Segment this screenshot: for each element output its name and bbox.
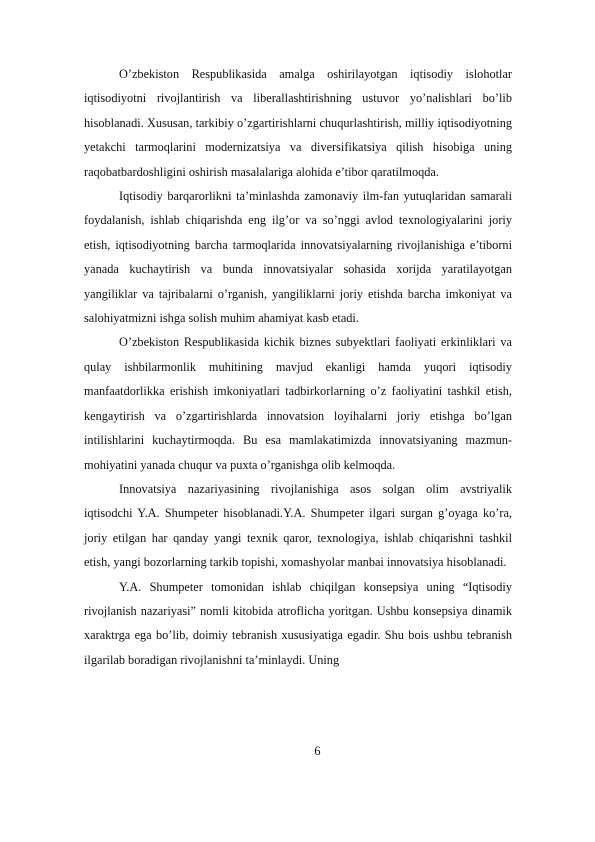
- page-number: 6: [314, 744, 321, 758]
- paragraph-shumpeter-concept: Y.A. Shumpeter tomonidan ishlab chiqilgan konsepsiya uning “Iqtisodiy rivojlanish nazariyasi” nomli kitobida atroflicha yoritgan. Ushbu konsepsiya dinamik xaraktrga ega bo’lib, doimiy tebranish xususiyatiga egadir. Shu bois ushbu tebranish ilgarilab boradigan rivojlanishni ta’minlaydi. Uning: [84, 579, 512, 667]
- paragraph-small-business: O’zbekiston Respublikasida kichik biznes subyektlari faoliyati erkinliklari va qulay ishbilarmonlik muhitining mavjud ekanligi hamda yuqori iqtisodiy manfaatdorlikka erishish imkoniyatlari tadbirkorlarning o’z faoliyatini tashkil etish, kengaytirish va o’zgartirishlarda innovatsion loyihalarni joriy etishga bo’lgan intilishlarini kuchaytirmoqda. Bu esa mamlakatimizda innovatsiyaning mazmun-mohiyatini yanada chuqur va puxta o’rganishga olib kelmoqda.: [84, 335, 512, 472]
- paragraph-innovation-theory: Innovatsiya nazariyasining rivojlanishiga asos solgan olim avstriyalik iqtisodchi Y.A. Shumpeter hisoblanadi.Y.A. Shumpeter ilgari surgan g’oyaga ko’ra, joriy etilgan har qanday yangi texnik qaror, texnologiya, ishlab chiqarishni tashkil etish, yangi bozorlarning tarkib topishi, xomashyolar manbai innovatsiya hisoblanadi.: [84, 481, 512, 570]
- paragraph-economic-stability: Iqtisodiy barqarorlikni ta’minlashda zamonaviy ilm-fan yutuqlaridan samarali foydalanish, ishlab chiqarishda eng ilg’or va so’nggi avlod texnologiyalarini joriy etish, iqtisodiyotning barcha tarmoqlarida innovatsiyalarning rivojlanishiga e’tiborni yanada kuchaytirish va bunda innovatsiyalar sohasida xorijda yaratilayotgan yangiliklar va tajribalarni o’rganish, yangiliklarni joriy etishda barcha imkoniyat va salohiyatmizni ishga solish muhim ahamiyat kasb etadi.: [84, 189, 512, 326]
- paragraph-reforms: O’zbekiston Respublikasida amalga oshirilayotgan iqtisodiy islohotlar iqtisodiyotni rivojlantirish va liberallashtirishning ustuvor yo’nalishlari bo’lib hisoblanadi. Xususan, tarkibiy o’zgartirishlarni chuqurlashtirish, milliy iqtisodiyotning yetakchi tarmoqlarini modernizatsiya va diversifikatsiya qilish hisobiga uning raqobatbardoshligini oshirish masalalariga alohida e’tibor qaratilmoqda.: [84, 67, 512, 179]
- document-page: [84, 62, 512, 672]
